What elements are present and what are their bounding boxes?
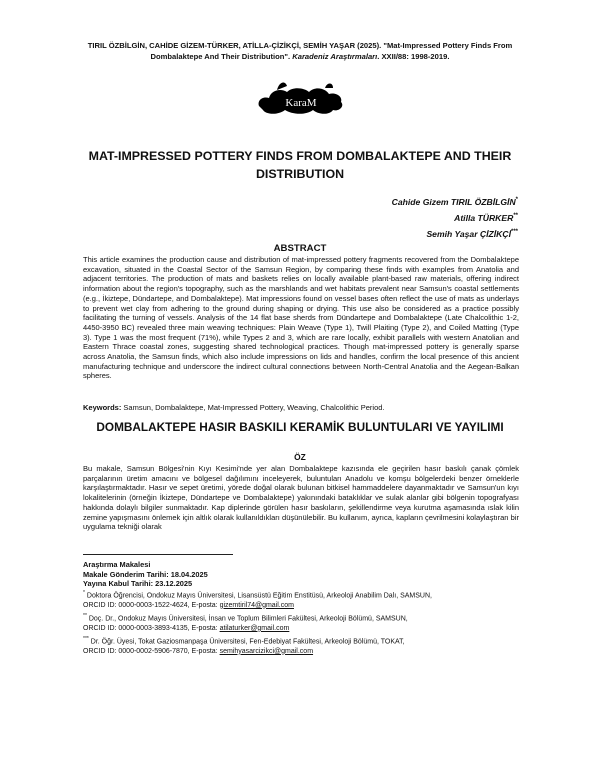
submitted-date: Makale Gönderim Tarihi: 18.04.2025 [83,569,208,579]
footnote-2: ** Doç. Dr., Ondokuz Mayıs Üniversitesi, İnsan ve Toplum Bilimleri Fakültesi, Arkeoloji Bölümü, SAMSUN, ORCID ID: 0000-0003-3893-4135, E-posta: atilaturker@gmail.com [83,613,408,632]
footnote-3: *** Dr. Öğr. Üyesi, Tokat Gaziosmanpaşa Üniversitesi, Fen-Edebiyat Fakültesi, Arkeoloji Bölümü, TOKAT, ORCID ID: 0000-0002-5906-7870, E-posta: semihyasarcizikci@gmail.com [83,636,405,655]
author-3: Semih Yaşar ÇİZİKÇİ*** [426,228,518,239]
karam-logo [255,76,347,126]
keywords-label: Keywords: [83,403,122,412]
article-title: MAT-IMPRESSED POTTERY FINDS FROM DOMBALAKTEPE AND THEIR DISTRIBUTION [88,149,512,181]
oz-text: Bu makale, Samsun Bölgesi'nin Kıyı Kesimi'nde yer alan Dombalaktepe kazısında ele geçirilen hasır baskılı çanak çömlek parçalarının üretim amacını ve bölgesel dağılımını inceleyerek, buluntuları Anadolu ve komşu bölgelerdeki benzer örneklerle karşılaştırmaktadır. Hasır ve sepet üretimi, yörede doğal olarak bulunan bitkisel hammaddelere dayanmaktadır ve Samsun'un kıyı lokalitelerinin (örneğin İkiztepe, Dündartepe ve Dombalaktepe) yakınındaki bataklıklar ve sulak alanlar gibi bölgenin topografyası hakkında dolaylı bilgiler sunmaktadır. Kap diplerinde görülen hasır baskıların, şekillendirme veya kurutma aşamasında ıslak kilin zemine yapışmasını önlemek için altlık olarak kullanıldıkları düşünülebilir. Bu kullanım, ayrıca, kapların çevrilmesini kolaylaştıran bir uygulama tekniği olarak [83,464,519,532]
citation-issue: . XXII/88: 1998-2019. [377,52,450,61]
citation-text: TIRIL ÖZBİLGİN, CAHİDE GİZEM-TÜRKER, ATİLLA-ÇİZİKÇİ, SEMİH YAŞAR (2025). "Mat-Impressed Pottery Finds From Dombalaktepe And Their Distribution". [87,41,513,61]
keywords-text: Samsun, Dombalaktepe, Mat-Impressed Pottery, Weaving, Chalcolithic Period. [121,403,385,412]
abstract-text: This article examines the production cause and distribution of mat-impressed pottery fragments recovered from the Dombalaktepe excavation, situated in the Coastal Sector of the Samsun Region, by comparing these finds with examples from Anatolia and adjacent territories. The production of mats and baskets relies on locally available plant-based raw materials, offering indirect information about the region's topography, such as the marshlands and wet habitats prevalent near Samsun's coastal settlements (e.g., İkiztepe, Dündartepe, and Dombalaktepe). Mat impressions found on vessel bases often reflect the use of mats as underlays to prevent wet clay from adhering to the ground during shaping or drying. This use also be considered as a practice possibly facilitating the turning of vessels. Analysis of the 14 flat base sherds from Dündartepe and Dombalaktepe (Late Chalcolithic 1-2, 4450-3950 BC) revealed three main weaving techniques: Plain Weave (Type 1), Twill Plaiting (Type 2), and Coiled Matting (Type 3). Type 1 was the most frequent (71%), while Types 2 and 3, which are rare locally, exhibit parallels with western Anatolian and Eastern Thrace coastal zones, suggesting shared technological practices. Though mat-impressed pottery is generally sparse across Anatolia, the Samsun finds, which also include impressions on lids and handles, confirm the local presence of this ancient manufacturing technique and underscore the indirect cultural connections between North-Central Anatolia and the Aegean-Balkan spheres. [83,255,519,381]
logo-text: KaraM [285,97,317,109]
email-link-2[interactable]: atilaturker@gmail.com [219,624,290,632]
author-2: Atilla TÜRKER** [454,212,518,223]
accepted-date: Yayına Kabul Tarihi: 23.12.2025 [83,579,193,589]
turkish-title: DOMBALAKTEPE HASIR BASKILI KERAMİK BULUNTULARI VE YAYILIMI [96,420,504,434]
abstract-heading: ABSTRACT [273,243,327,254]
footnote-divider [83,554,233,555]
author-1: Cahide Gizem TIRIL ÖZBİLGİN* [391,196,518,207]
email-link-3[interactable]: semihyasarcizikci@gmail.com [219,647,314,655]
citation-journal: Karadeniz Araştırmaları [292,52,378,61]
citation [70,40,530,62]
email-link-1[interactable]: gizemtiril74@gmail.com [219,601,294,609]
keywords [83,403,519,412]
article-type: Araştırma Makalesi [83,560,151,569]
oz-heading: ÖZ [294,452,306,462]
footnote-1: * Doktora Öğrencisi, Ondokuz Mayıs Üniversitesi, Lisansüstü Eğitim Enstitüsü, Arkeoloji Anabilim Dalı, SAMSUN, ORCID ID: 0000-0003-1522-4624, E-posta: gizemtiril74@gmail.com [83,590,432,609]
author-list [392,193,518,241]
article-meta [83,560,208,589]
